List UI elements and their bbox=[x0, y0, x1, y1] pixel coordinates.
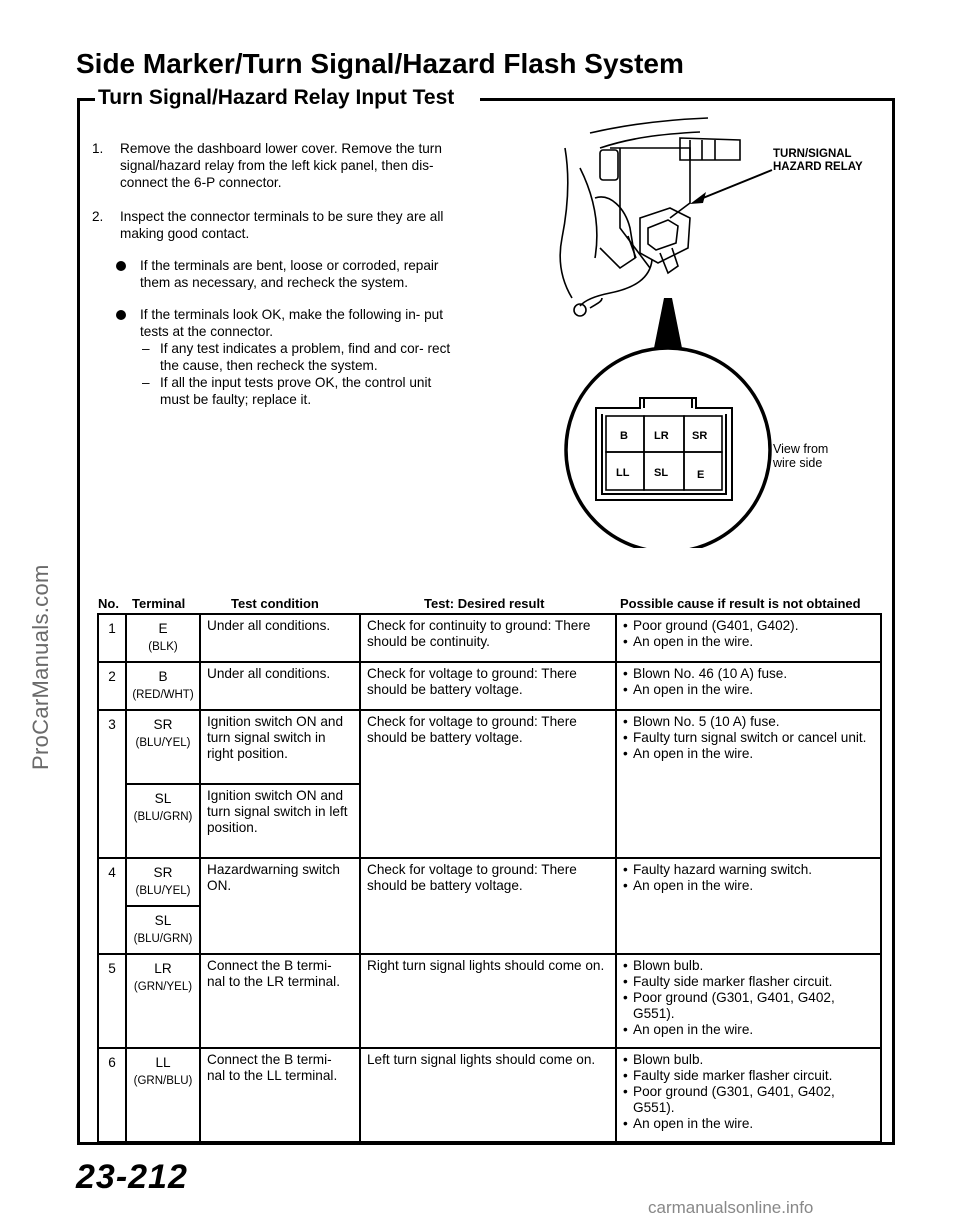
condition-cell: Under all conditions. bbox=[200, 614, 360, 662]
wire-color: (GRN/YEL) bbox=[133, 981, 193, 993]
row-number: 5 bbox=[98, 954, 126, 1048]
terminal-name: B bbox=[158, 669, 168, 684]
wire-color: (BLK) bbox=[148, 641, 178, 653]
test-table bbox=[97, 613, 882, 1143]
row-number: 2 bbox=[98, 662, 126, 710]
header-no: No. bbox=[98, 596, 119, 611]
instructions bbox=[92, 140, 464, 408]
table-row bbox=[98, 1048, 881, 1142]
dash-item-2 bbox=[92, 374, 464, 408]
terminal-cell bbox=[126, 954, 200, 1048]
terminal-name: SL bbox=[154, 791, 172, 806]
relay-label-line-1: TURN/SIGNAL bbox=[773, 148, 852, 160]
table-row bbox=[98, 858, 881, 906]
condition-cell: Connect the B termi- nal to the LL terminal. bbox=[200, 1048, 360, 1142]
relay-arrow bbox=[698, 170, 772, 200]
condition-cell: Ignition switch ON and turn signal switch in left position. bbox=[200, 784, 360, 858]
table-row bbox=[98, 954, 881, 1048]
cause-cell bbox=[616, 710, 881, 858]
terminal-name: LR bbox=[154, 961, 172, 976]
cause-item: • Faulty hazard warning switch. bbox=[623, 862, 874, 878]
pin-sl-label: SL bbox=[654, 467, 669, 479]
terminal-name: SL bbox=[154, 913, 172, 928]
frame-top-left-rule bbox=[77, 98, 95, 101]
terminal-cell bbox=[126, 662, 200, 710]
pin-b-label: B bbox=[620, 430, 628, 442]
view-label-line-2: wire side bbox=[773, 456, 823, 470]
pin-lr-label: LR bbox=[654, 430, 669, 442]
cause-item: • Blown No. 5 (10 A) fuse. bbox=[623, 714, 874, 730]
result-cell: Check for continuity to ground: There should be continuity. bbox=[360, 614, 616, 662]
result-cell: Check for voltage to ground: There should be battery voltage. bbox=[360, 710, 616, 858]
cause-item: • Faulty turn signal switch or cancel unit. bbox=[623, 730, 874, 746]
bullet-text: If the terminals look OK, make the following in- put tests at the connector. bbox=[140, 307, 443, 339]
bullet-dot-icon bbox=[116, 310, 126, 320]
wire-color: (RED/WHT) bbox=[132, 689, 194, 701]
cause-item: • An open in the wire. bbox=[623, 1022, 874, 1038]
step-number: 1. bbox=[92, 141, 104, 156]
relay-location-illustration bbox=[540, 108, 785, 548]
result-cell: Check for voltage to ground: There should be battery voltage. bbox=[360, 858, 616, 954]
terminal-cell bbox=[126, 1048, 200, 1142]
cause-cell bbox=[616, 662, 881, 710]
table-row bbox=[98, 614, 881, 662]
header-desired-result: Test: Desired result bbox=[424, 596, 545, 611]
bullet-text: If the terminals are bent, loose or corroded, repair them as necessary, and recheck the system. bbox=[140, 258, 439, 290]
step-2 bbox=[92, 208, 464, 242]
dash-item-1 bbox=[92, 340, 464, 374]
wire-color: (GRN/BLU) bbox=[133, 1075, 193, 1087]
bullet-2 bbox=[92, 306, 464, 340]
bullet-dot-icon bbox=[116, 261, 126, 271]
dash-text: If all the input tests prove OK, the control unit must be faulty; replace it. bbox=[160, 375, 432, 407]
dashboard-sketch bbox=[560, 118, 740, 316]
result-cell: Left turn signal lights should come on. bbox=[360, 1048, 616, 1142]
pin-ll-label: LL bbox=[616, 467, 630, 479]
wire-color: (BLU/YEL) bbox=[135, 737, 191, 749]
step-number: 2. bbox=[92, 209, 104, 224]
cause-item: • An open in the wire. bbox=[623, 1116, 874, 1132]
condition-cell: Connect the B termi- nal to the LR terminal. bbox=[200, 954, 360, 1048]
connector-pointer bbox=[654, 298, 682, 348]
side-watermark: ProCarManuals.com bbox=[28, 564, 53, 770]
cause-item: • Poor ground (G301, G401, G402, G551). bbox=[623, 990, 874, 1022]
cause-cell bbox=[616, 1048, 881, 1142]
bullet-1 bbox=[92, 257, 464, 291]
cause-item: • Blown bulb. bbox=[623, 958, 874, 974]
cause-cell bbox=[616, 614, 881, 662]
pin-sr-label: SR bbox=[692, 430, 708, 442]
cause-item: • Poor ground (G301, G401, G402, G551). bbox=[623, 1084, 874, 1116]
row-number: 3 bbox=[98, 710, 126, 858]
cause-item: • Blown No. 46 (10 A) fuse. bbox=[623, 666, 874, 682]
table-row bbox=[98, 662, 881, 710]
dash-mark: – bbox=[142, 341, 150, 356]
cause-item: • Faulty side marker flasher circuit. bbox=[623, 974, 874, 990]
condition-cell: Hazardwarning switch ON. bbox=[200, 858, 360, 954]
step-text: Inspect the connector terminals to be sure they are all making good contact. bbox=[120, 209, 444, 241]
terminal-cell bbox=[126, 784, 200, 858]
terminal-cell bbox=[126, 614, 200, 662]
result-cell: Check for voltage to ground: There should be battery voltage. bbox=[360, 662, 616, 710]
cause-item: • Poor ground (G401, G402). bbox=[623, 618, 874, 634]
cause-item: • An open in the wire. bbox=[623, 634, 874, 650]
step-text: Remove the dashboard lower cover. Remove the turn signal/hazard relay from the left kick panel, then dis- connect the 6-P connector. bbox=[120, 141, 442, 190]
view-label bbox=[773, 442, 828, 470]
cause-cell bbox=[616, 954, 881, 1048]
relay-label-line-2: HAZARD RELAY bbox=[773, 161, 863, 173]
wire-color: (BLU/GRN) bbox=[133, 933, 193, 945]
row-number: 1 bbox=[98, 614, 126, 662]
pin-e-label: E bbox=[697, 469, 705, 481]
page-number: 23-212 bbox=[76, 1158, 188, 1196]
terminal-cell bbox=[126, 858, 200, 906]
condition-cell: Under all conditions. bbox=[200, 662, 360, 710]
cause-cell bbox=[616, 858, 881, 954]
step-1 bbox=[92, 140, 464, 191]
page-title: Side Marker/Turn Signal/Hazard Flash System bbox=[76, 48, 684, 79]
terminal-cell bbox=[126, 906, 200, 954]
row-number: 6 bbox=[98, 1048, 126, 1142]
section-subtitle: Turn Signal/Hazard Relay Input Test bbox=[98, 86, 455, 109]
cause-item: • Blown bulb. bbox=[623, 1052, 874, 1068]
header-possible-cause: Possible cause if result is not obtained bbox=[620, 596, 861, 611]
terminal-name: LL bbox=[155, 1055, 171, 1070]
relay-label bbox=[773, 148, 863, 174]
dash-mark: – bbox=[142, 375, 150, 390]
cause-item: • An open in the wire. bbox=[623, 746, 874, 762]
terminal-name: SR bbox=[153, 717, 173, 732]
terminal-cell bbox=[126, 710, 200, 784]
cause-item: • An open in the wire. bbox=[623, 878, 874, 894]
connector-outline bbox=[596, 398, 732, 500]
wire-color: (BLU/YEL) bbox=[135, 885, 191, 897]
row-number: 4 bbox=[98, 858, 126, 954]
result-cell: Right turn signal lights should come on. bbox=[360, 954, 616, 1048]
view-label-line-1: View from bbox=[773, 442, 829, 456]
terminal-name: E bbox=[158, 621, 168, 636]
arrow-head-icon bbox=[690, 192, 706, 204]
table-row bbox=[98, 710, 881, 784]
cause-item: • Faulty side marker flasher circuit. bbox=[623, 1068, 874, 1084]
frame-top-right-rule bbox=[480, 98, 892, 101]
wire-color: (BLU/GRN) bbox=[133, 811, 193, 823]
header-test-condition: Test condition bbox=[231, 596, 319, 611]
cause-item: • An open in the wire. bbox=[623, 682, 874, 698]
dash-text: If any test indicates a problem, find and cor- rect the cause, then recheck the system. bbox=[160, 341, 451, 373]
footer-watermark: carmanualsonline.info bbox=[648, 1198, 814, 1217]
terminal-name: SR bbox=[153, 865, 173, 880]
condition-cell: Ignition switch ON and turn signal switch in right position. bbox=[200, 710, 360, 784]
header-terminal: Terminal bbox=[132, 596, 186, 611]
